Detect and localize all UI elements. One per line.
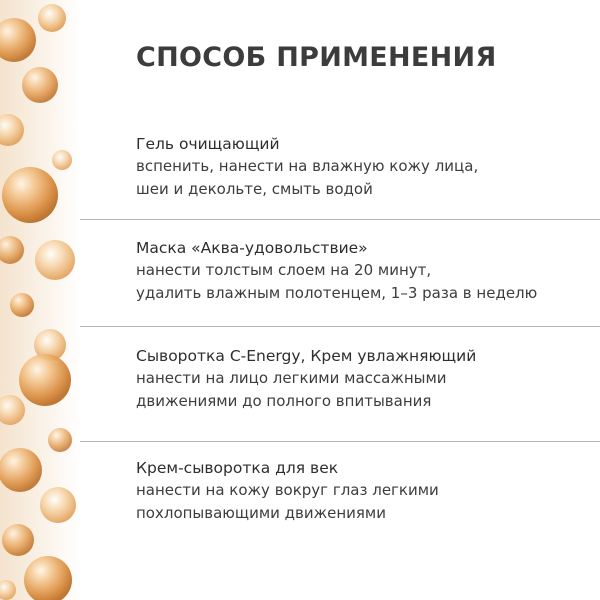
divider (80, 326, 600, 327)
instructions-panel (80, 0, 600, 600)
item-line: нанести на лицо легкими массажными (136, 369, 447, 387)
item-line: удалить влажным полотенцем, 1–3 раза в неделю (136, 284, 538, 302)
item-title: Сыворотка C-Energy, Крем увлажняющий (136, 347, 477, 365)
list-item (136, 237, 596, 305)
page-title: СПОСОБ ПРИМЕНЕНИЯ (136, 42, 497, 73)
list-item (136, 457, 596, 525)
item-line: нанести толстым слоем на 20 минут, (136, 261, 432, 279)
item-line: движениями до полного впитывания (136, 392, 432, 410)
item-title: Маска «Аква-удовольствие» (136, 239, 368, 257)
list-item (136, 133, 596, 201)
item-line: похлопывающими движениями (136, 504, 386, 522)
bubbles-graphic (0, 0, 80, 600)
item-line: вспенить, нанести на влажную кожу лица, (136, 157, 479, 175)
item-title: Гель очищающий (136, 135, 280, 153)
item-line: нанести на кожу вокруг глаз легкими (136, 481, 439, 499)
divider (80, 219, 600, 220)
golden-bubbles-icon (0, 0, 80, 600)
divider (80, 441, 600, 442)
item-line: шеи и декольте, смыть водой (136, 180, 373, 198)
list-item (136, 345, 596, 413)
item-title: Крем-сыворотка для век (136, 459, 339, 477)
